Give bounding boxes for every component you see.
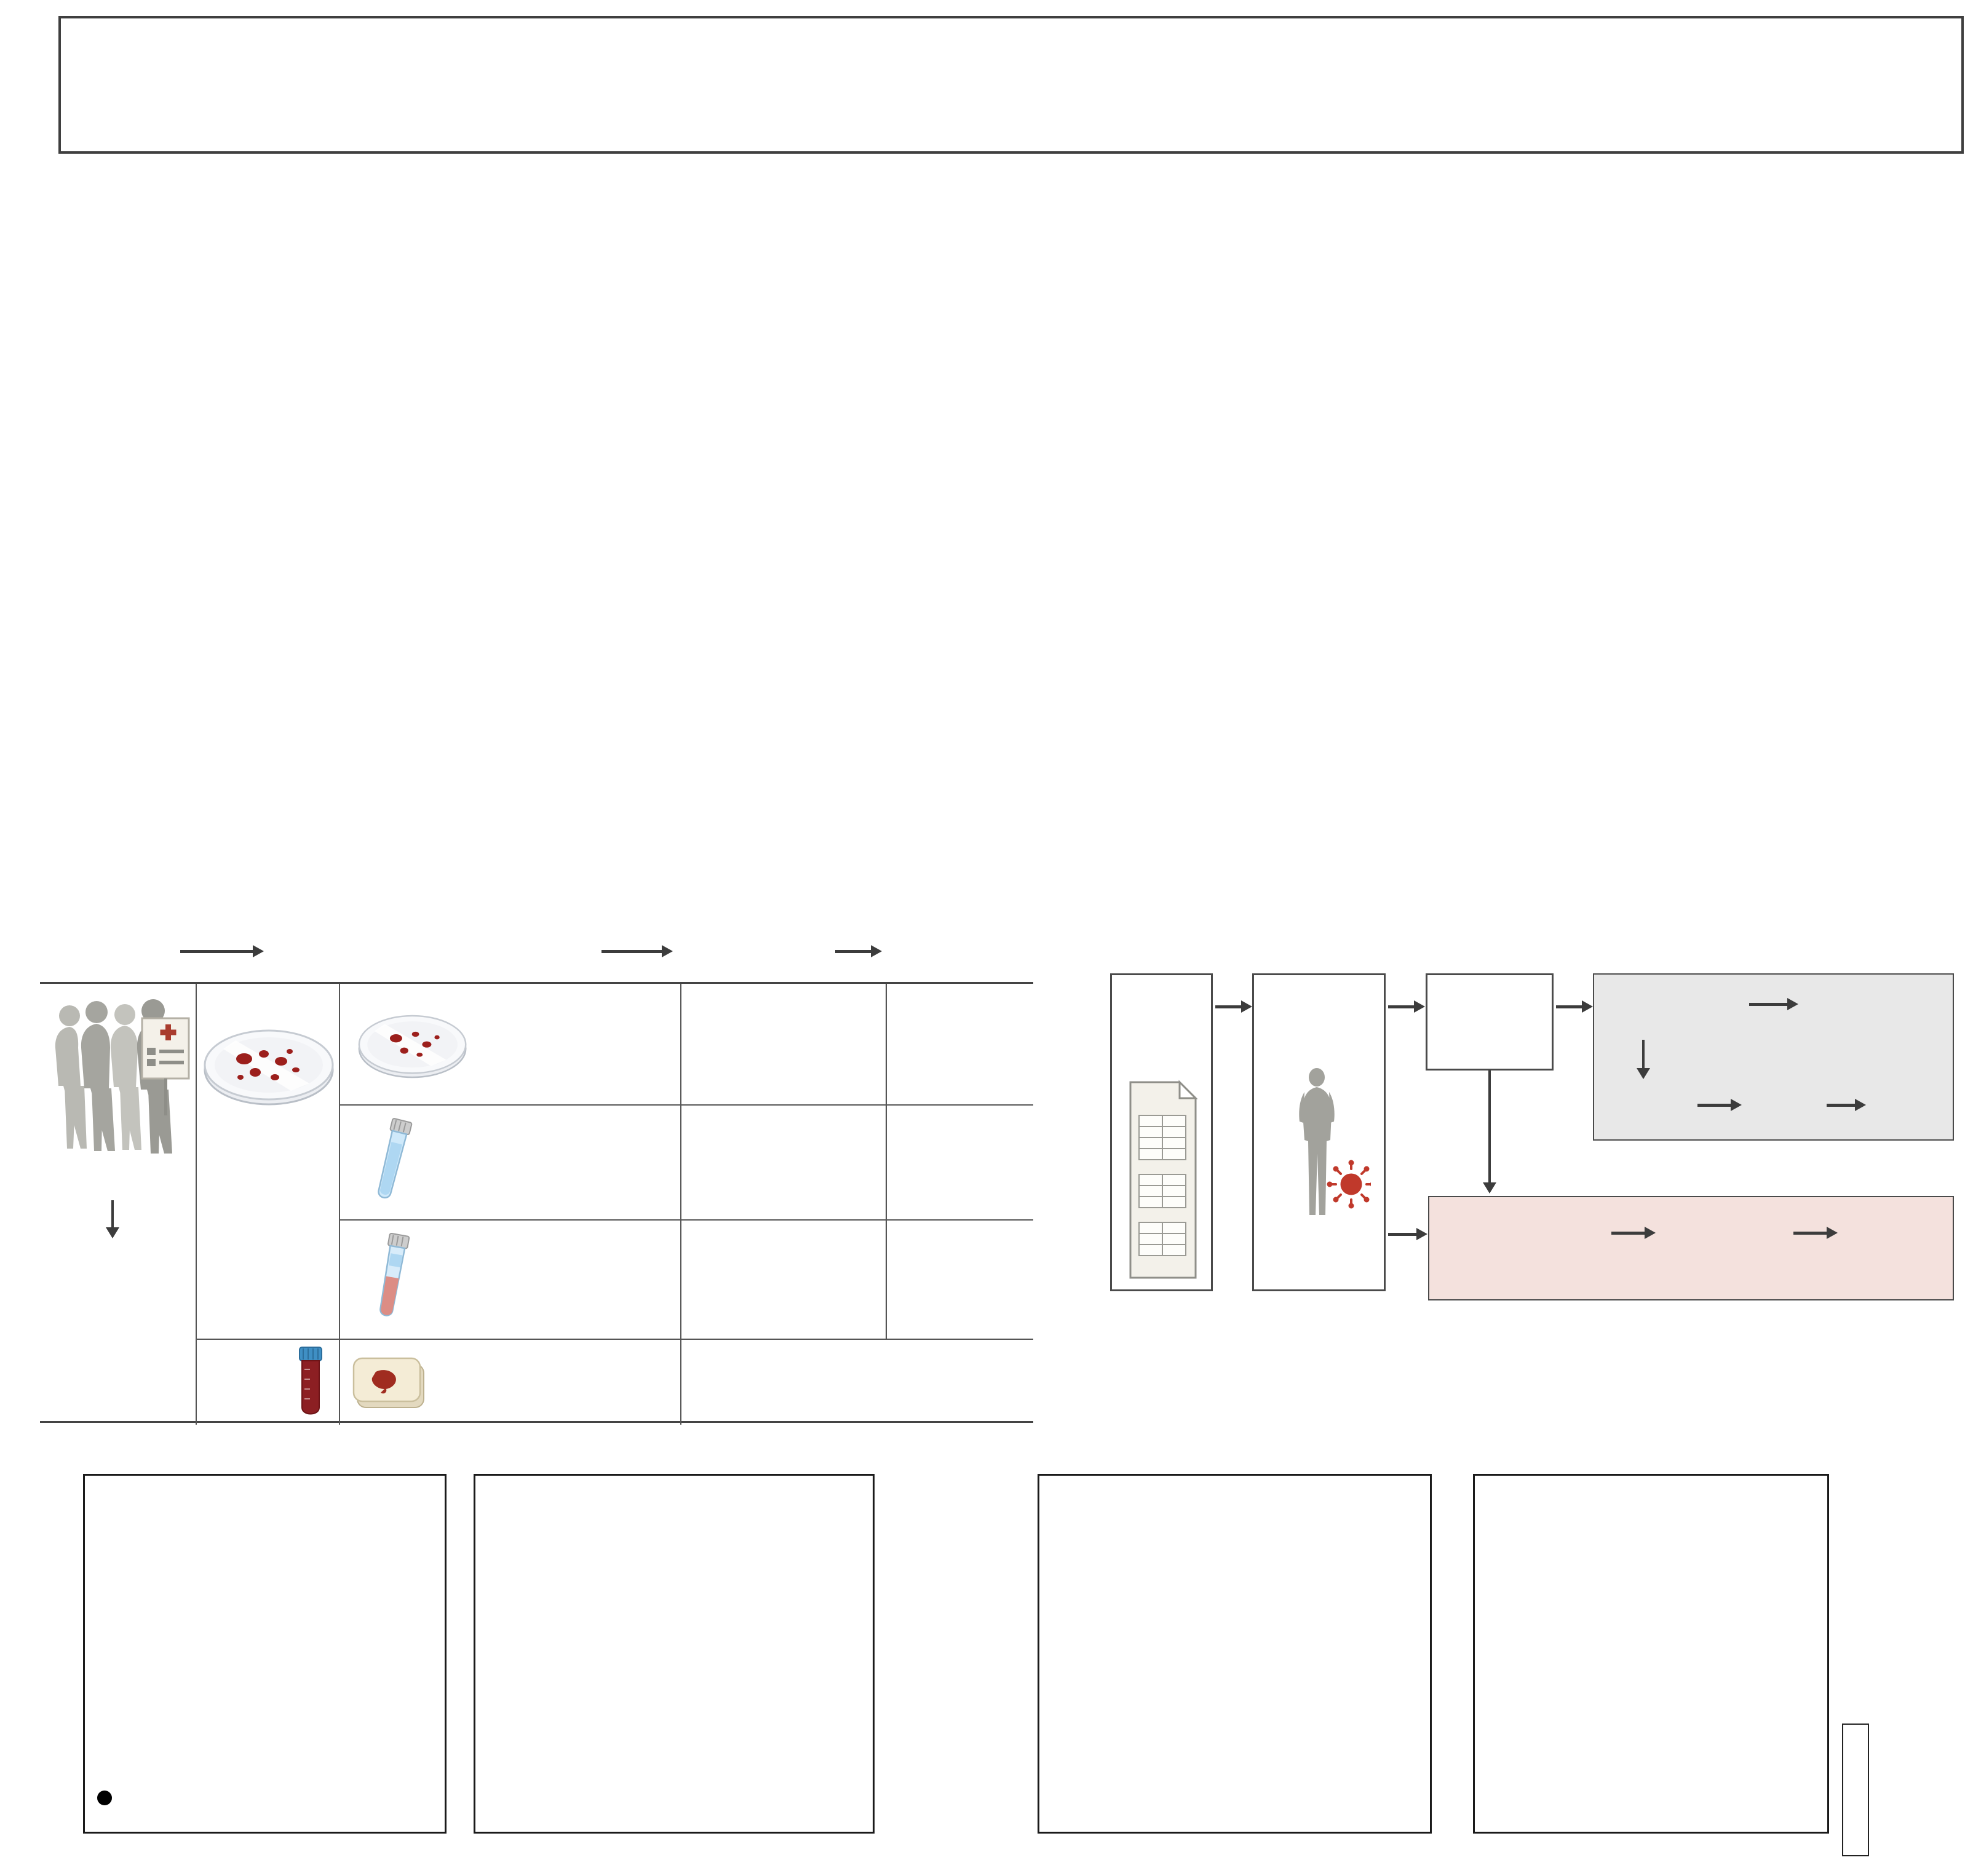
umap-plot-post-sftpa1 xyxy=(1473,1474,1829,1834)
workflow-grid xyxy=(40,982,1033,1423)
human-silhouette-icon xyxy=(1279,1067,1371,1221)
raw-counts-box xyxy=(1252,973,1386,1291)
scatter-canvas xyxy=(1039,1476,1224,1568)
umap-plot-pre-cellbender xyxy=(83,1474,447,1834)
panel-b-tissue-workflow xyxy=(37,920,1039,1431)
tissue-source-cell xyxy=(40,984,197,1425)
scatter-canvas xyxy=(85,1476,269,1568)
sample-tracking-box xyxy=(1110,973,1213,1291)
biopsy-tissue-cell xyxy=(197,984,340,1339)
colorbar xyxy=(1842,1724,1869,1856)
arrow-right-icon xyxy=(1215,1005,1242,1008)
paraffin-block-icon xyxy=(349,1351,429,1415)
plot-legend xyxy=(97,1791,121,1805)
arrow-right-icon xyxy=(1388,1005,1415,1008)
arrow-right-icon xyxy=(1611,1232,1646,1235)
scatter-canvas xyxy=(1475,1476,1659,1568)
panel-a-cohort-table xyxy=(18,16,1964,165)
blood-tube-icon xyxy=(289,1345,332,1422)
arrow-right-icon xyxy=(601,950,663,953)
larger-tissue-cell xyxy=(197,1339,340,1425)
arrow-right-icon xyxy=(1793,1232,1828,1235)
arrow-right-icon xyxy=(1697,1104,1732,1107)
arrow-right-icon xyxy=(1388,1233,1418,1236)
formalin-cell xyxy=(340,1339,681,1425)
petri-dish-icon xyxy=(200,1008,338,1119)
arrow-right-icon xyxy=(835,950,872,953)
processing-cell-2 xyxy=(681,1104,887,1219)
flash-tube-icon xyxy=(357,1229,425,1331)
arrow-right-icon xyxy=(1827,1104,1856,1107)
arrow-down-icon xyxy=(1642,1040,1645,1069)
scatter-canvas xyxy=(475,1476,660,1568)
autopsy-patients-icon xyxy=(45,994,191,1166)
remove-ambient-box xyxy=(1426,973,1554,1071)
sequencing-cell-3 xyxy=(887,1219,1033,1339)
umap-plot-post-cellbender xyxy=(474,1474,875,1834)
spreadsheet-icon xyxy=(1127,1079,1199,1281)
sars-rna-box xyxy=(1428,1196,1954,1300)
processing-cell-3 xyxy=(681,1219,887,1339)
panel-c-analysis-workflow xyxy=(1076,920,1965,1314)
human-rna-box xyxy=(1593,973,1954,1141)
fresh-cell xyxy=(340,984,681,1104)
slow-freeze-cell xyxy=(340,1104,681,1219)
arrow-right-icon xyxy=(1556,1005,1583,1008)
cryo-tube-icon xyxy=(357,1114,425,1213)
sequencing-cell-2 xyxy=(887,1104,1033,1219)
table-header xyxy=(58,16,1964,154)
processing-cell-1 xyxy=(681,984,887,1104)
sequencing-cell-1 xyxy=(887,984,1033,1104)
arrow-right-icon xyxy=(180,950,254,953)
legend-dot-icon xyxy=(97,1791,112,1805)
petri-dish-small-icon xyxy=(351,997,474,1090)
arrow-down-icon xyxy=(1488,1157,1491,1184)
virus-icon xyxy=(1327,1160,1371,1208)
umap-plot-pre-sftpa1 xyxy=(1038,1474,1432,1834)
spatial-analysis-cell xyxy=(681,1339,1033,1425)
flash-freeze-cell xyxy=(340,1219,681,1339)
arrow-right-icon xyxy=(1749,1003,1788,1006)
arrow-down-icon xyxy=(111,1200,114,1229)
